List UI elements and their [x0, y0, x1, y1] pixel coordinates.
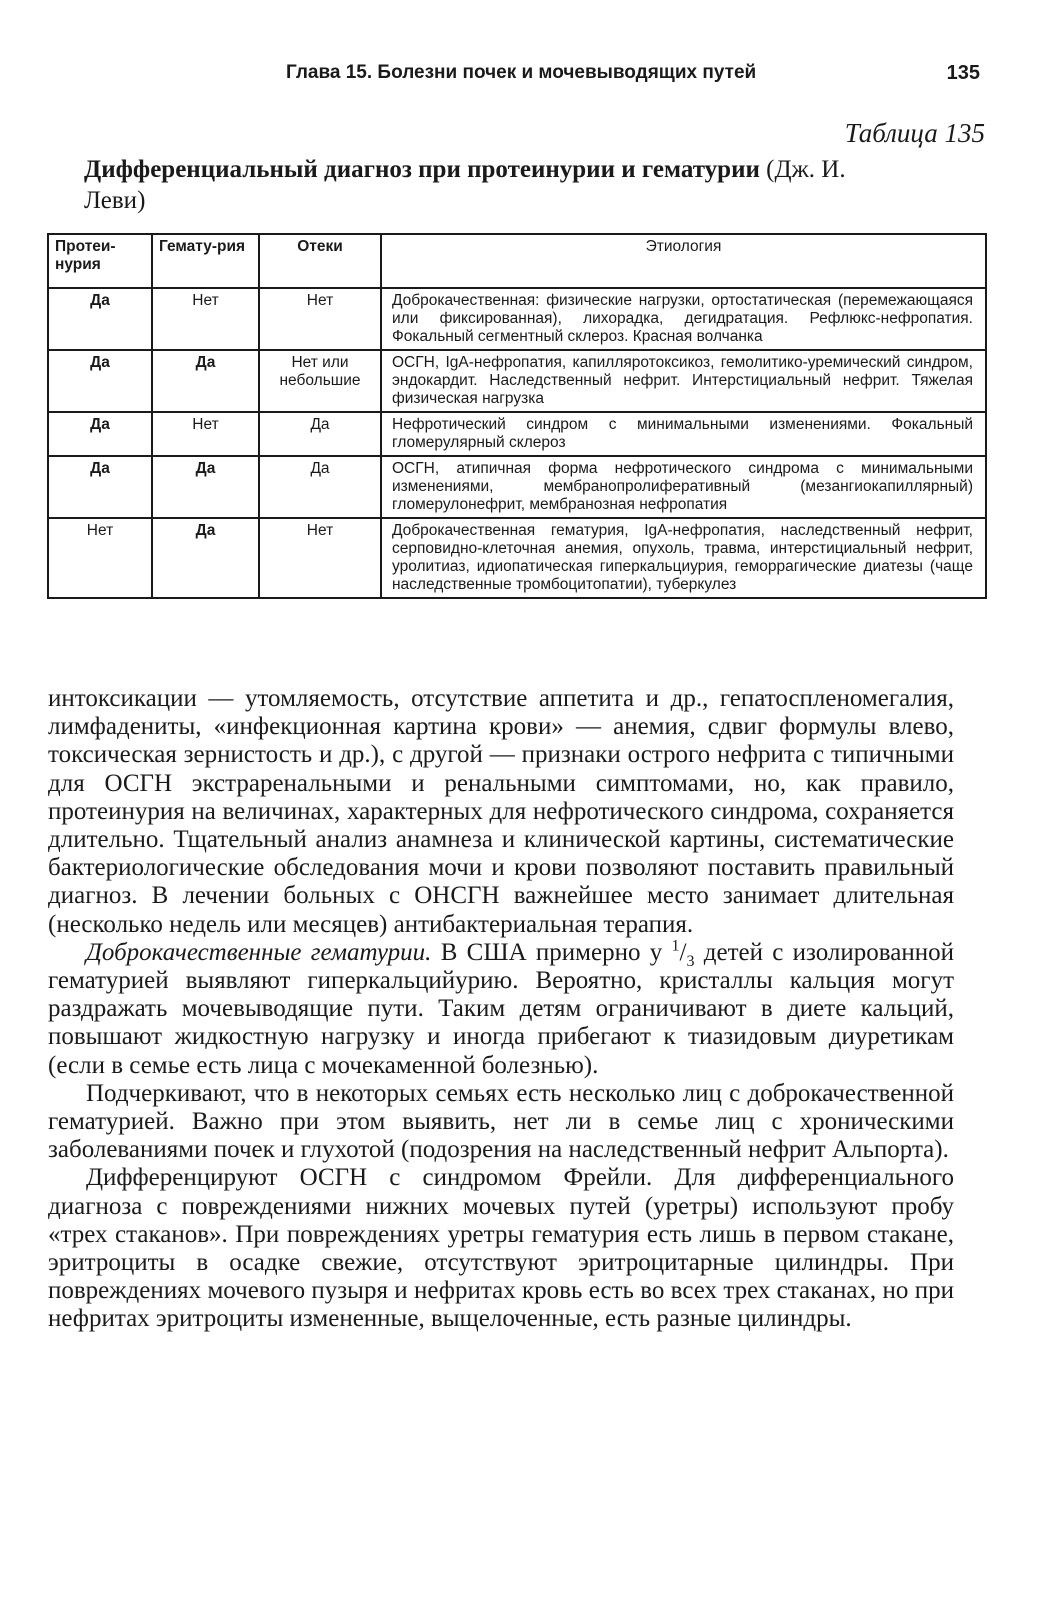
paragraph-3: Подчеркивают, что в некоторых семьях есть несколько лиц с доброкачественной гематурией. Важно при этом выявить, нет ли в семье лиц с хроническими заболеваниями почек и глухотой (подозрения на наследственный нефрит Альпорта).: [48, 1079, 954, 1164]
running-header: [286, 62, 980, 92]
cell-etiology: Доброкачественная гематурия, IgA-нефропатия, наследственный нефрит, серповидно-клеточная анемия, опухоль, травма, интерстициальный нефрит, уролитиаз, идиопатическая гиперкальциурия, геморрагические диатезы (чаще наследственные тромбоцитопатии), туберкулез: [381, 518, 986, 598]
cell-proteinuria: Да: [48, 350, 152, 412]
table-row: [48, 456, 986, 518]
paragraph-1: интоксикации — утомляемость, отсутствие аппетита и др., гепатоспленомегалия, лимфадениты, «инфекционная картина крови» — анемия, сдвиг формулы влево, токсическая зернистость и др.), с другой — признаки острого нефрита с типичными для ОСГН экстраренальными и ренальными симптомами, но, как правило, протеинурия на величинах, характерных для нефротического синдрома, сохраняется длительно. Тщательный анализ анамнеза и клинической картины, систематические бактериологические обследования мочи и крови позволяют поставить правильный диагноз. В лечении больных с ОНСГН важнейшее место занимает длительная (несколько недель или месяцев) антибактериальная терапия.: [48, 685, 954, 938]
paragraph-2-text-a: В США примерно у: [431, 938, 672, 966]
cell-edema: Нет: [259, 288, 381, 350]
cell-edema: Нет: [259, 518, 381, 598]
header-hematuria: Гемату-рия: [152, 234, 259, 288]
page-number: 135: [946, 62, 980, 84]
paragraph-2: Доброкачественные гематурии. В США примерно у $^1/_3$ детей с изолированной гематурией выявляют гиперкальцийурию. Вероятно, кристаллы кальция могут раздражать мочевыводящие пути. Таким детям ограничивают в диете кальций, повышают жидкостную нагрузку и иногда прибегают к тиазидовым диуретикам (если в семье есть лица с мочекаменной болезнью).: [48, 937, 954, 1079]
table-header-row: [48, 234, 986, 288]
header-proteinuria: Протеи-нурия: [48, 234, 152, 288]
cell-hematuria: Да: [152, 456, 259, 518]
cell-etiology: ОСГН, IgA-нефропатия, капилляротоксикоз, гемолитико-уремический синдром, эндокардит. Наследственный нефрит. Интерстициальный нефрит. Тяжелая физическая нагрузка: [381, 350, 986, 412]
cell-proteinuria: Нет: [48, 518, 152, 598]
header-edema: Отеки: [259, 234, 381, 288]
fraction-numerator: 1: [671, 937, 680, 955]
table-label: Таблица 135: [844, 118, 985, 148]
cell-proteinuria: Да: [48, 412, 152, 456]
cell-hematuria: Да: [152, 350, 259, 412]
cell-edema: Нет или небольшие: [259, 350, 381, 412]
cell-proteinuria: Да: [48, 288, 152, 350]
cell-edema: Да: [259, 456, 381, 518]
body-text: [48, 685, 954, 1334]
fraction-denominator: 3: [686, 952, 695, 970]
table-title-author: (Дж. И. Леви): [84, 156, 846, 214]
header-etiology: Этиология: [381, 234, 986, 288]
table-title-main: Дифференциальный диагноз при протеинурии и гематурии: [84, 156, 760, 183]
cell-etiology: ОСГН, атипичная форма нефротического синдрома с минимальными изменениями, мембранопролиферативный (мезангиокапиллярный) гломерулонефрит, мембранозная нефропатия: [381, 456, 986, 518]
section-heading-benign-hematuria: Доброкачественные гематурии.: [86, 938, 432, 966]
paragraph-2-text-b: детей с изолированной гематурией выявляют гиперкальцийурию. Вероятно, кристаллы кальция могут раздражать мочевыводящие пути. Таким детям ограничивают в диете кальций, повышают жидкостную нагрузку и иногда прибегают к тиазидовым диуретикам (если в семье есть лица с мочекаменной болезнью).: [48, 938, 954, 1079]
chapter-title: Глава 15. Болезни почек и мочевыводящих путей: [286, 62, 757, 83]
diagnosis-table: [47, 233, 987, 599]
cell-hematuria: Нет: [152, 412, 259, 456]
cell-hematuria: Да: [152, 518, 259, 598]
table-row: [48, 288, 986, 350]
cell-edema: Да: [259, 412, 381, 456]
table-row: [48, 518, 986, 598]
table-row: [48, 412, 986, 456]
cell-etiology: Доброкачественная: физические нагрузки, ортостатическая (перемежающаяся или фиксированная), лихорадка, дегидратация. Рефлюкс-нефропатия. Фокальный сегментный склероз. Красная волчанка: [381, 288, 986, 350]
cell-hematuria: Нет: [152, 288, 259, 350]
cell-etiology: Нефротический синдром с минимальными изменениями. Фокальный гломерулярный склероз: [381, 412, 986, 456]
table-title: [84, 154, 884, 216]
cell-proteinuria: Да: [48, 456, 152, 518]
paragraph-4: Дифференцируют ОСГН с синдромом Фрейли. Для дифференциального диагноза с повреждениями нижних мочевых путей (уретры) используют пробу «трех стаканов». При повреждениях уретры гематурия есть лишь в первом стакане, эритроциты в осадке свежие, отсутствуют эритроцитарные цилиндры. При повреждениях мочевого пузыря и нефритах кровь есть во всех трех стаканах, но при нефритах эритроциты измененные, выщелоченные, есть разные цилиндры.: [48, 1164, 954, 1333]
table-row: [48, 350, 986, 412]
